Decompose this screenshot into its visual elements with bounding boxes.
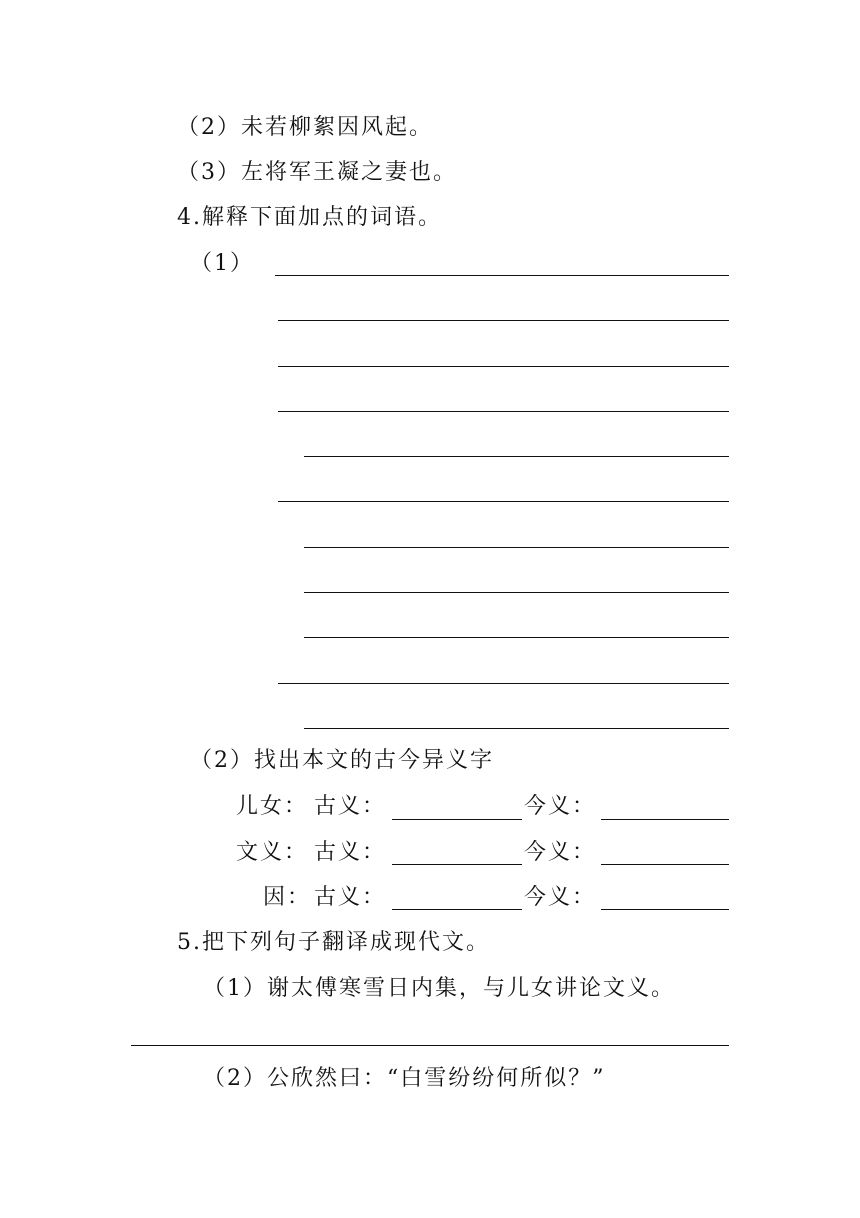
- answer-line[interactable]: [278, 411, 729, 412]
- modern-meaning-blank[interactable]: [601, 819, 729, 820]
- modern-meaning-blank[interactable]: [601, 864, 729, 865]
- ancient-meaning-label: 古义：: [314, 885, 387, 910]
- answer-line[interactable]: [304, 637, 729, 638]
- answer-line[interactable]: [304, 728, 729, 729]
- ancient-meaning-label: 古义：: [314, 840, 387, 865]
- answer-line[interactable]: [278, 320, 729, 321]
- q4-item-1-label: （1）: [190, 251, 254, 276]
- modern-meaning-label: 今义：: [524, 885, 597, 910]
- answer-line[interactable]: [278, 366, 729, 367]
- answer-line[interactable]: [131, 1045, 729, 1046]
- modern-meaning-blank[interactable]: [601, 909, 729, 910]
- ancient-meaning-blank[interactable]: [392, 909, 522, 910]
- q3-item-2: （2）未若柳絮因风起。: [177, 115, 433, 140]
- q5-item-1: （1）谢太傅寒雪日内集，与儿女讲论文义。: [203, 976, 675, 1001]
- q5-item-2: （2）公欣然曰：“白雪纷纷何所似？”: [203, 1066, 606, 1091]
- answer-line[interactable]: [304, 592, 729, 593]
- answer-line[interactable]: [304, 547, 729, 548]
- modern-meaning-label: 今义：: [524, 840, 597, 865]
- q5-heading: 5.把下列句子翻译成现代文。: [177, 930, 490, 955]
- answer-line[interactable]: [275, 275, 729, 276]
- gujin-word: 儿女：: [236, 794, 309, 819]
- answer-line[interactable]: [278, 683, 729, 684]
- answer-line[interactable]: [278, 501, 729, 502]
- gujin-word: 文义：: [236, 840, 309, 865]
- q3-item-3: （3）左将军王凝之妻也。: [177, 160, 457, 185]
- ancient-meaning-label: 古义：: [314, 794, 387, 819]
- q4-heading: 4.解释下面加点的词语。: [177, 205, 442, 230]
- q4-item-2-heading: （2）找出本文的古今异义字: [190, 748, 494, 773]
- ancient-meaning-blank[interactable]: [392, 864, 522, 865]
- ancient-meaning-blank[interactable]: [392, 819, 522, 820]
- gujin-word: 因：: [263, 885, 312, 910]
- answer-line[interactable]: [304, 456, 729, 457]
- modern-meaning-label: 今义：: [524, 794, 597, 819]
